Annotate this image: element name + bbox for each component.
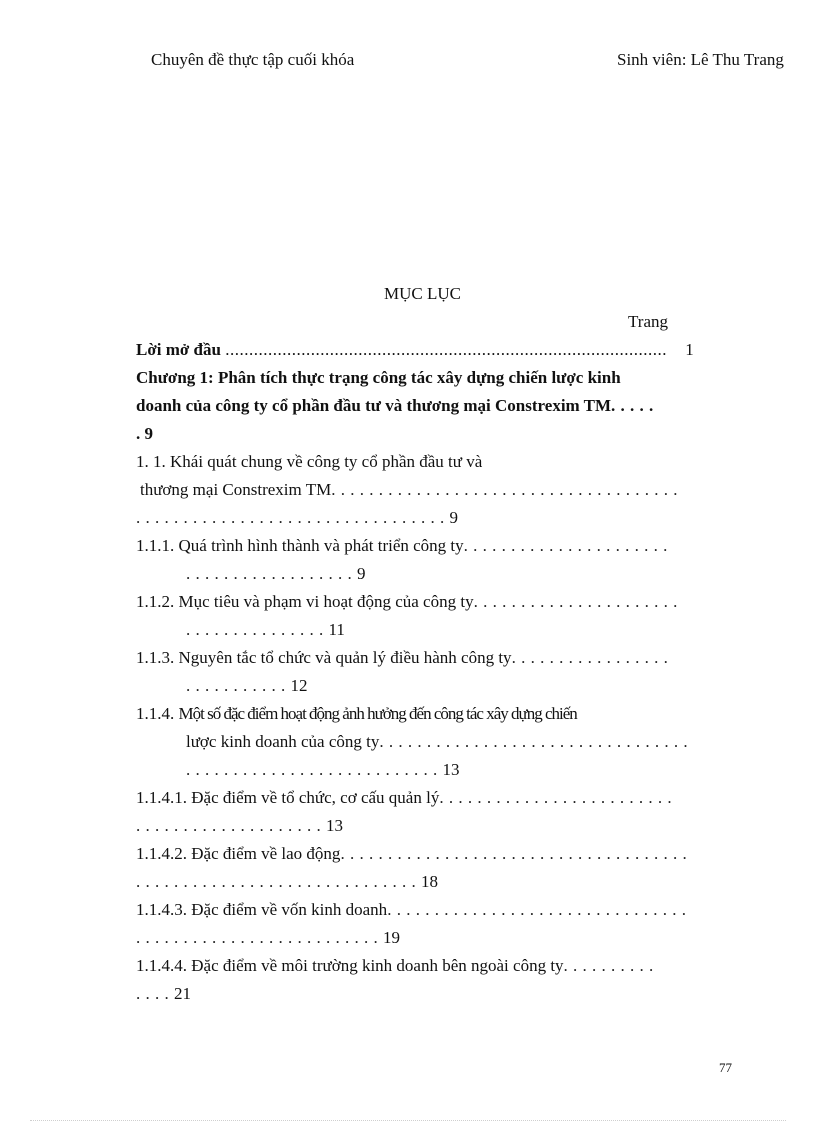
toc-entry-chapter-1[interactable]: Chương 1: Phân tích thực trạng công tác xây dựng chiến lược kinh doanh của công ty cổ phần đầu tư và thương mại Constrexim TM. . . . . . 9 [136, 368, 654, 443]
toc-entry-page: 11 [328, 620, 345, 639]
trang-label: Trang [628, 312, 668, 331]
toc-entry-page: 18 [421, 872, 438, 891]
toc-entry-page: 1 [685, 340, 694, 359]
toc-entry-1-1-4-1[interactable]: 1.1.4.1. Đặc điểm về tổ chức, cơ cấu quản lý. . . . . . . . . . . . . . . . . . . . . . . . . . . . . . . . . . . . . . . . . . . . . 13 [136, 788, 673, 835]
page-number: 77 [719, 1060, 732, 1075]
toc-entry-1-1-4-4[interactable]: 1.1.4.4. Đặc điểm về môi trường kinh doanh bên ngoài công ty. . . . . . . . . . . . . . 21 [136, 956, 654, 1003]
page-bottom-border [30, 1120, 786, 1121]
toc-entry-page: 21 [174, 984, 191, 1003]
toc-entry-page: 13 [442, 760, 460, 779]
table-of-contents [136, 336, 721, 1008]
toc-title: MỤC LỤC [384, 284, 461, 303]
toc-entry-page: 9 [357, 564, 366, 583]
toc-entry-1-1-1[interactable]: 1.1.1. Quá trình hình thành và phát triển công ty. . . . . . . . . . . . . . . . . . . . . . . . . . . . . . . . . . . . . . . . 9 [136, 536, 668, 583]
toc-entry-1-1-2[interactable]: 1.1.2. Mục tiêu và phạm vi hoạt động của công ty. . . . . . . . . . . . . . . . . . . . . . . . . . . . . . . . . . . . . 11 [136, 592, 678, 639]
toc-entry-label: Lời mở đầu [136, 340, 221, 359]
toc-entry-1-1[interactable]: 1. 1. Khái quát chung về công ty cổ phần đầu tư và thương mại Constrexim TM. . . . . . . . . . . . . . . . . . . . . . . . . . . . . . . . . . . . . . . . . . . . . . . . . . . . . . . . . . . . . . . . . . . . . . 9 [136, 452, 678, 527]
toc-entry-1-1-3[interactable]: 1.1.3. Nguyên tắc tổ chức và quản lý điều hành công ty. . . . . . . . . . . . . . . . . . . . . . . . . . . . 12 [136, 648, 669, 695]
toc-entry-page: 12 [290, 676, 308, 695]
header-left: Chuyên đề thực tập cuối khóa [151, 50, 355, 69]
toc-entry-intro[interactable]: Lời mở đầu ............................................................................................. 1 [136, 340, 694, 359]
toc-entry-1-1-4-3[interactable]: 1.1.4.3. Đặc điểm về vốn kinh doanh. . . . . . . . . . . . . . . . . . . . . . . . . . . . . . . . . . . . . . . . . . . . . . . . . . . . . . . . . . 19 [136, 900, 687, 947]
toc-entry-1-1-4-2[interactable]: 1.1.4.2. Đặc điểm về lao động. . . . . . . . . . . . . . . . . . . . . . . . . . . . . . . . . . . . . . . . . . . . . . . . . . . . . . . . . . . . . . . . . . . 18 [136, 844, 688, 891]
toc-entry-page: 19 [383, 928, 400, 947]
toc-entry-page: 13 [326, 816, 343, 835]
header-right: Sinh viên: Lê Thu Trang [617, 50, 784, 69]
toc-entry-1-1-4[interactable]: 1.1.4. Một số đặc điểm hoạt động ảnh hưởng đến công tác xây dựng chiến lược kinh doanh của công ty. . . . . . . . . . . . . . . . . . . . . . . . . . . . . . . . . . . . . . . . . . . . . . . . . . . . . . . . . . . . 13 [136, 704, 689, 779]
toc-entry-page: 9 [449, 508, 458, 527]
toc-entry-page: 9 [144, 424, 153, 443]
